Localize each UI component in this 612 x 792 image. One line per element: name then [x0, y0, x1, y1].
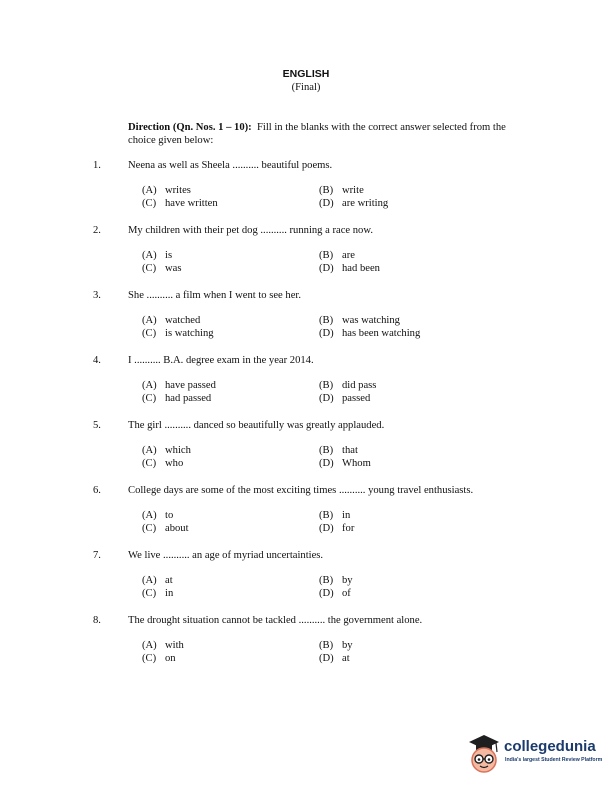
option-c: (C) about	[142, 523, 189, 534]
question-8	[0, 615, 612, 675]
option-b: (B) in	[319, 510, 351, 521]
question-number: 5.	[93, 420, 101, 431]
question-text: College days are some of the most exciting times .......... young travel enthusiasts.	[128, 485, 474, 496]
option-d: (D) has been watching	[319, 328, 421, 339]
option-c: (C) have written	[142, 198, 218, 209]
question-text: The drought situation cannot be tackled .......... the government alone.	[128, 615, 423, 626]
option-a: (A) at	[142, 575, 173, 586]
question-7	[0, 550, 612, 610]
question-3	[0, 290, 612, 350]
question-text: Neena as well as Sheela .......... beautiful poems.	[128, 160, 333, 171]
question-number: 2.	[93, 225, 101, 236]
question-number: 4.	[93, 355, 101, 366]
question-number: 8.	[93, 615, 101, 626]
question-1	[0, 160, 612, 220]
option-b: (B) are	[319, 250, 355, 261]
option-d: (D) had been	[319, 263, 380, 274]
option-c: (C) was	[142, 263, 182, 274]
page-subtitle: (Final)	[291, 82, 321, 93]
collegedunia-tagline: India's largest Student Review Platform	[505, 757, 603, 763]
collegedunia-wordmark: collegedunia	[504, 738, 596, 755]
question-number: 7.	[93, 550, 101, 561]
option-c: (C) who	[142, 458, 184, 469]
option-b: (B) was watching	[319, 315, 400, 326]
question-6	[0, 485, 612, 545]
option-c: (C) had passed	[142, 393, 212, 404]
option-b: (B) by	[319, 575, 353, 586]
option-d: (D) are writing	[319, 198, 389, 209]
option-d: (D) Whom	[319, 458, 371, 469]
option-b: (B) by	[319, 640, 353, 651]
option-c: (C) on	[142, 653, 176, 664]
option-a: (A) which	[142, 445, 191, 456]
option-b: (B) that	[319, 445, 358, 456]
question-4	[0, 355, 612, 415]
option-a: (A) to	[142, 510, 174, 521]
direction-label: Direction (Qn. Nos. 1 – 10):	[128, 122, 252, 133]
option-b: (B) did pass	[319, 380, 377, 391]
option-c: (C) in	[142, 588, 174, 599]
option-a: (A) watched	[142, 315, 201, 326]
option-a: (A) with	[142, 640, 184, 651]
option-a: (A) writes	[142, 185, 191, 196]
direction	[128, 121, 528, 147]
page-title: ENGLISH	[282, 68, 330, 80]
question-number: 6.	[93, 485, 101, 496]
question-5	[0, 420, 612, 480]
option-b: (B) write	[319, 185, 364, 196]
option-d: (D) for	[319, 523, 355, 534]
option-c: (C) is watching	[142, 328, 214, 339]
question-text: We live .......... an age of myriad uncertainties.	[128, 550, 324, 561]
question-number: 1.	[93, 160, 101, 171]
option-d: (D) at	[319, 653, 350, 664]
question-text: My children with their pet dog .......... running a race now.	[128, 225, 373, 236]
question-text: She .......... a film when I went to see her.	[128, 290, 301, 301]
option-d: (D) of	[319, 588, 351, 599]
option-d: (D) passed	[319, 393, 371, 404]
question-number: 3.	[93, 290, 101, 301]
option-a: (A) is	[142, 250, 173, 261]
option-a: (A) have passed	[142, 380, 216, 391]
question-text: I .......... B.A. degree exam in the year 2014.	[128, 355, 314, 366]
question-text: The girl .......... danced so beautifully was greatly applauded.	[128, 420, 385, 431]
direction-text: Fill in the blanks with the correct answer selected from the choice given below:	[128, 122, 506, 146]
question-2	[0, 225, 612, 285]
